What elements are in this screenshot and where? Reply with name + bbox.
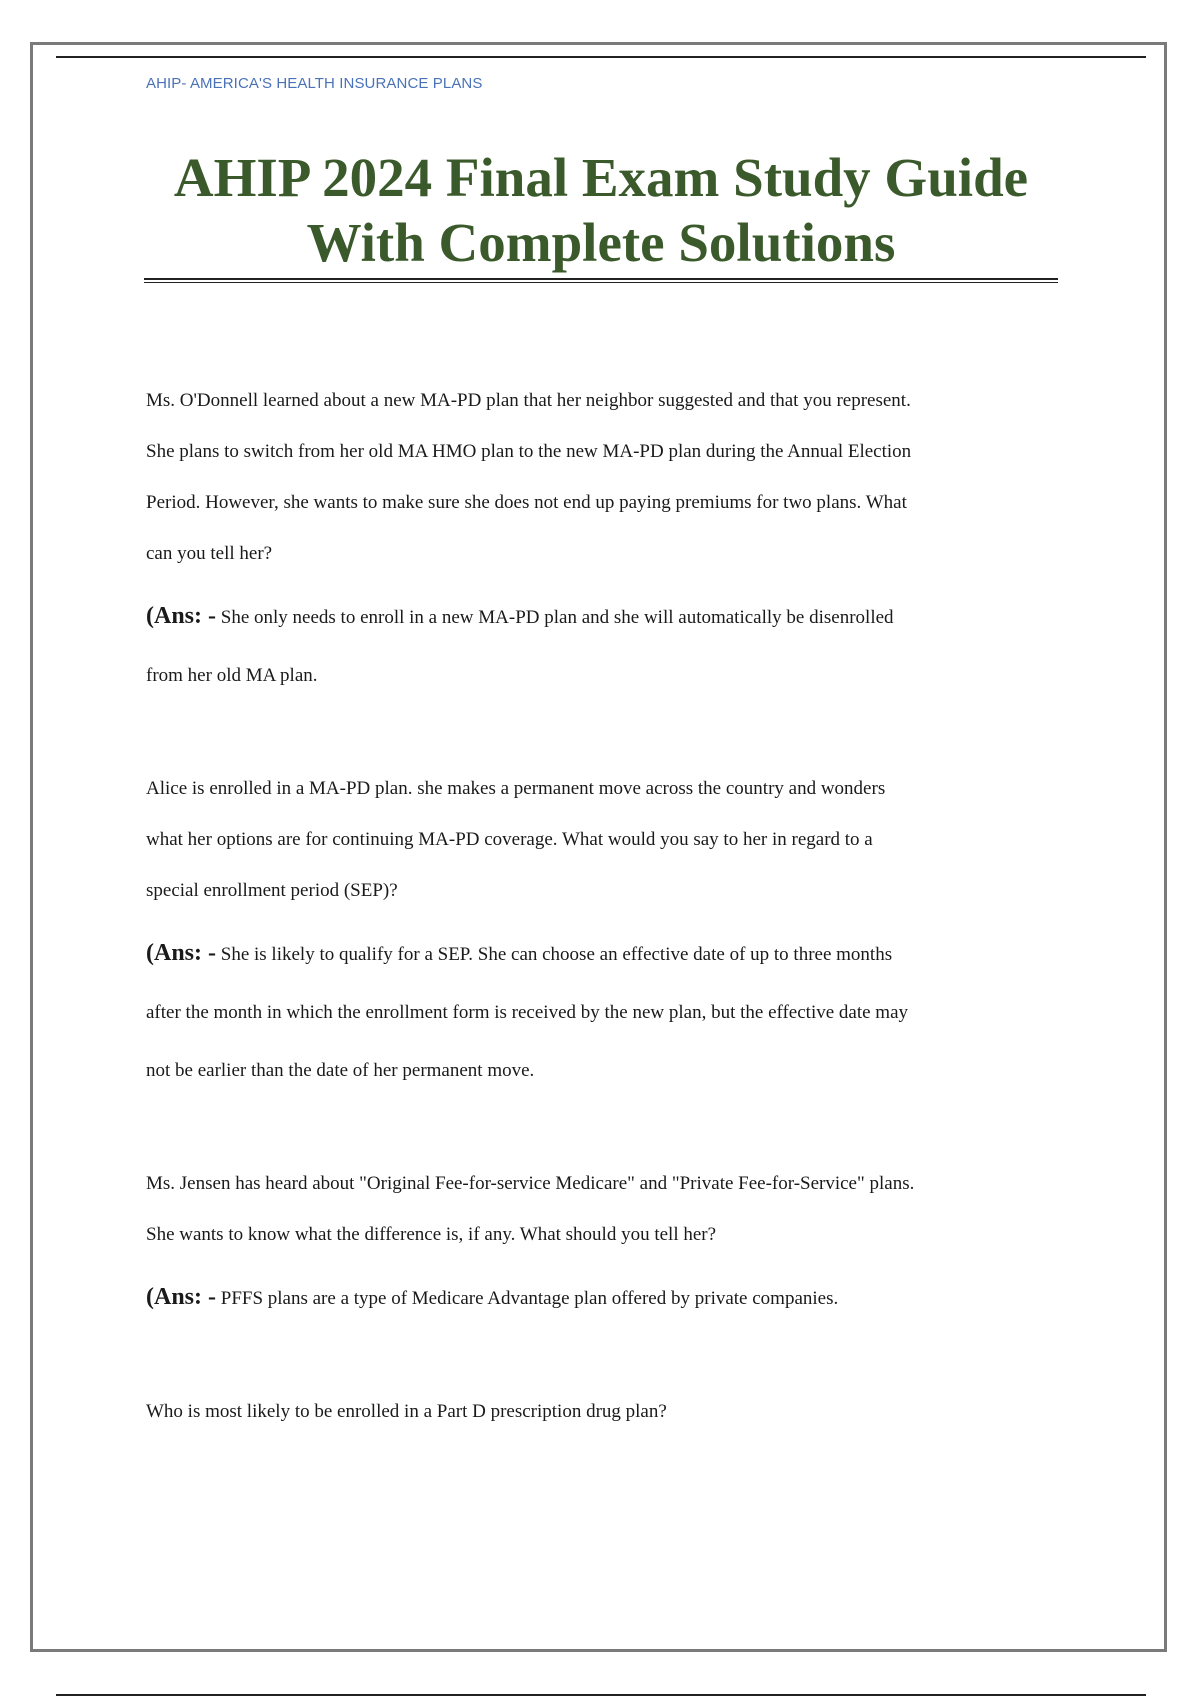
title-line-1: AHIP 2024 Final Exam Study Guide [173, 147, 1029, 208]
bottom-rule [56, 1694, 1146, 1696]
question-line: Period. However, she wants to make sure she does not end up paying premiums for two plans. What [146, 492, 907, 513]
question-line: can you tell her? [146, 543, 273, 564]
question-line: Ms. Jensen has heard about "Original Fee-for-service Medicare" and "Private Fee-for-Service" plans. [146, 1173, 915, 1194]
question [146, 763, 1061, 916]
answer [146, 587, 1061, 705]
answer-line: She is likely to qualify for a SEP. She can choose an effective date of up to three months [220, 944, 893, 965]
title-underline [144, 278, 1058, 283]
question-line: She plans to switch from her old MA HMO plan to the new MA-PD plan during the Annual Election [146, 441, 912, 462]
header-label: AHIP- AMERICA'S HEALTH INSURANCE PLANS [146, 75, 483, 92]
question-line: what her options are for continuing MA-PD coverage. What would you say to her in regard to a [146, 829, 873, 850]
question-line: Who is most likely to be enrolled in a Part D prescription drug plan? [146, 1401, 667, 1422]
title-line-2: With Complete Solutions [306, 212, 896, 273]
answer [146, 1268, 1061, 1328]
question-line: Ms. O'Donnell learned about a new MA-PD plan that her neighbor suggested and that you represent. [146, 390, 911, 411]
qa-content [146, 375, 1061, 1437]
top-rule [56, 56, 1146, 58]
question-line: Alice is enrolled in a MA-PD plan. she makes a permanent move across the country and wonders [146, 778, 886, 799]
question [146, 1158, 1061, 1260]
answer-line: not be earlier than the date of her permanent move. [146, 1060, 535, 1081]
answer-line: from her old MA plan. [146, 665, 318, 686]
answer-line: after the month in which the enrollment form is received by the new plan, but the effective date may [146, 1002, 909, 1023]
answer-line: PFFS plans are a type of Medicare Advantage plan offered by private companies. [220, 1288, 839, 1309]
qa-item-2 [146, 763, 1061, 1100]
question [146, 375, 1061, 579]
page-title [146, 145, 1056, 275]
question [146, 1386, 1061, 1437]
qa-item-4 [146, 1386, 1061, 1437]
qa-item-1 [146, 375, 1061, 705]
ans-label: (Ans: - [146, 940, 216, 966]
ans-label: (Ans: - [146, 603, 216, 629]
answer-line: She only needs to enroll in a new MA-PD plan and she will automatically be disenrolled [220, 607, 894, 628]
question-line: special enrollment period (SEP)? [146, 880, 398, 901]
question-line: She wants to know what the difference is, if any. What should you tell her? [146, 1224, 717, 1245]
ans-label: (Ans: - [146, 1284, 216, 1310]
answer [146, 924, 1061, 1100]
qa-item-3 [146, 1158, 1061, 1328]
